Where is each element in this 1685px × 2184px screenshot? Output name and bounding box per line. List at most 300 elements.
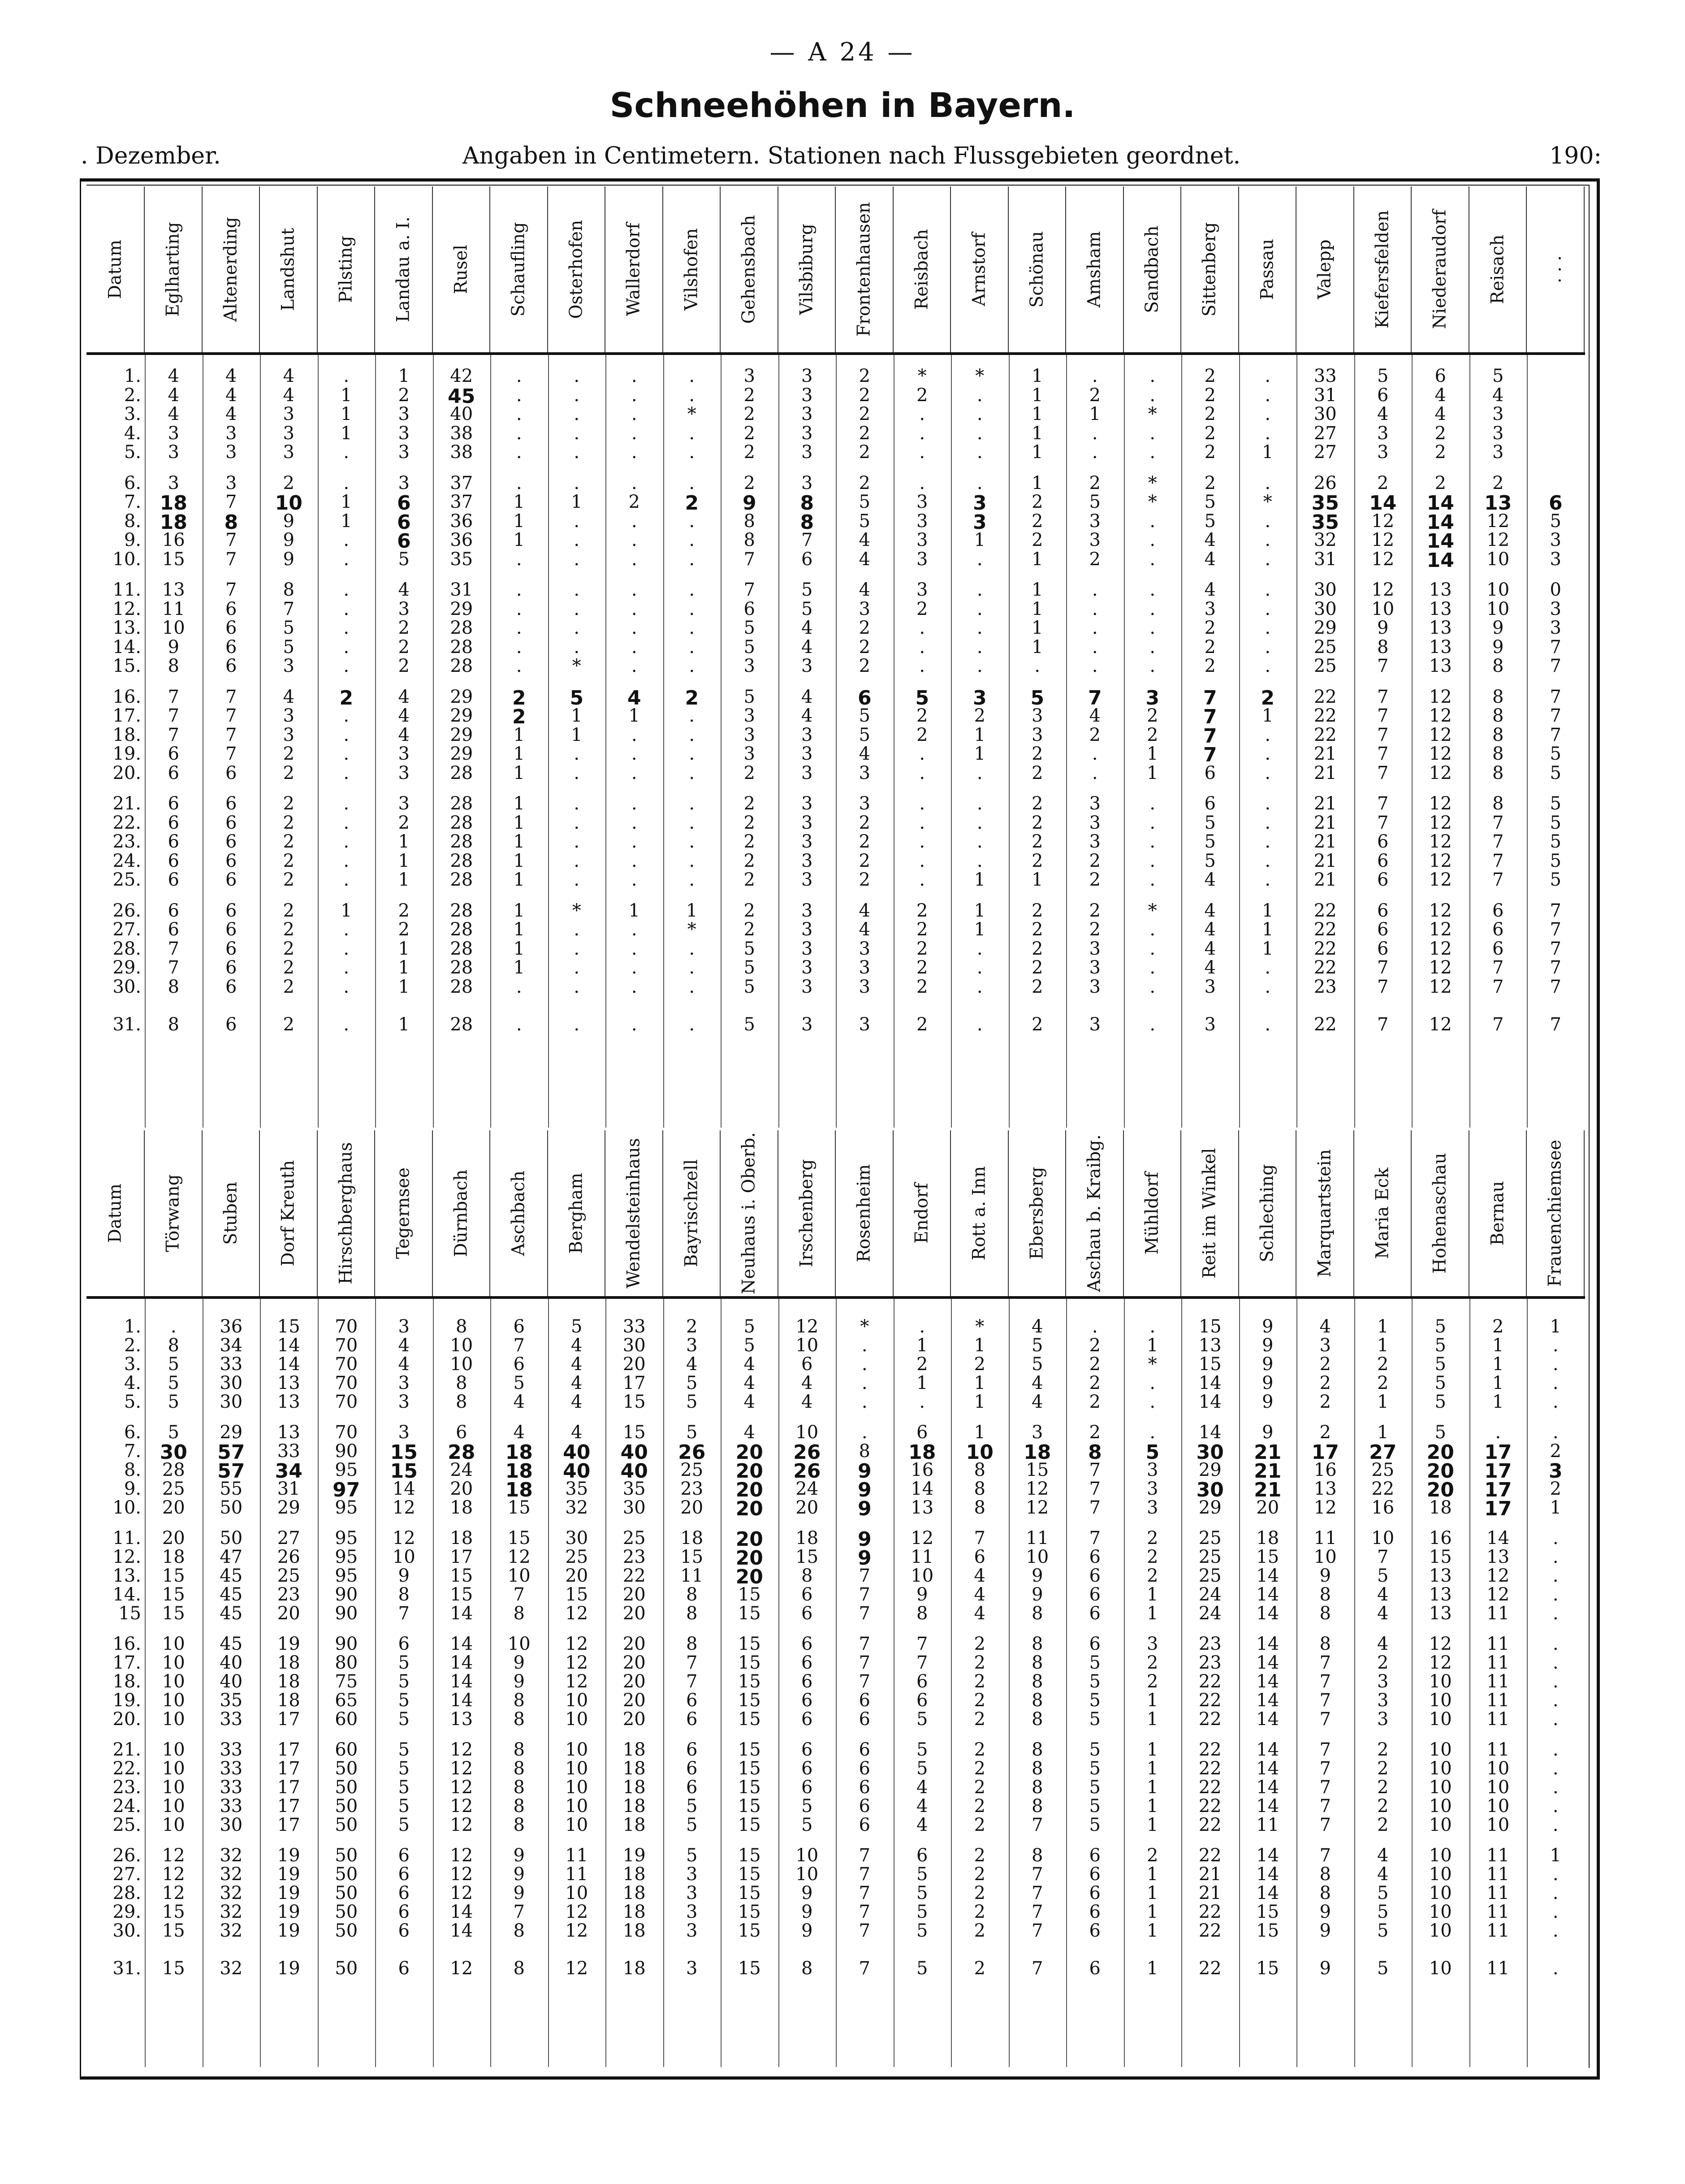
- lower-cell: 10: [966, 1441, 994, 1464]
- upper-cell: 8: [168, 1014, 179, 1035]
- lower-cell: 12: [795, 1316, 819, 1337]
- lower-cell: 7: [859, 1671, 870, 1692]
- lower-cell: 15: [622, 1392, 646, 1412]
- lower-cell: 35: [565, 1479, 588, 1499]
- lower-station-header-label: Dorf Kreuth: [278, 1160, 298, 1267]
- upper-cell: 4: [398, 724, 410, 745]
- lower-cell: 45: [220, 1634, 243, 1654]
- upper-cell: 2: [743, 919, 755, 940]
- lower-cell: 13: [1429, 1603, 1452, 1624]
- lower-station-header: [375, 1130, 433, 1296]
- upper-cell: 3: [1089, 793, 1101, 814]
- lower-row-date: 3.: [124, 1354, 141, 1375]
- lower-cell: *: [1148, 1354, 1157, 1375]
- lower-cell: 10: [795, 1864, 819, 1885]
- upper-cell: 4: [859, 530, 870, 550]
- upper-station-header: [721, 186, 778, 352]
- upper-cell: .: [919, 762, 925, 783]
- lower-cell: 20: [735, 1497, 763, 1520]
- upper-cell: .: [919, 793, 925, 814]
- upper-cell: 28: [450, 938, 473, 959]
- lower-cell: 12: [1429, 1652, 1452, 1673]
- lower-cell: 50: [335, 1883, 358, 1903]
- upper-cell: .: [1265, 724, 1271, 745]
- lower-cell: 3: [1377, 1709, 1389, 1730]
- lower-cell: 13: [1429, 1566, 1452, 1586]
- lower-cell: 4: [571, 1335, 583, 1356]
- upper-cell: 6: [1492, 938, 1504, 959]
- lower-cell: 14: [1256, 1864, 1279, 1885]
- lower-row-date: 22.: [112, 1758, 141, 1779]
- upper-cell: 4: [801, 618, 813, 638]
- upper-cell: .: [1092, 762, 1098, 783]
- lower-cell: .: [1552, 1777, 1559, 1798]
- upper-cell: 2: [398, 656, 410, 676]
- upper-cell: 22: [1313, 724, 1337, 745]
- lower-cell: 16: [1313, 1460, 1337, 1480]
- upper-cell: .: [631, 404, 637, 424]
- lower-cell: 5: [1377, 1883, 1389, 1903]
- upper-cell: 2: [743, 812, 755, 833]
- upper-row-date: 29.: [112, 957, 141, 978]
- lower-station-header: [721, 1130, 778, 1296]
- upper-cell: 3: [1204, 976, 1216, 997]
- upper-cell: 28: [450, 831, 473, 852]
- lower-cell: 70: [335, 1422, 358, 1443]
- upper-cell: 3: [801, 442, 813, 463]
- upper-cell: 40: [450, 404, 473, 424]
- lower-cell: 17: [277, 1777, 300, 1798]
- upper-cell: 2: [859, 366, 870, 386]
- lower-cell: 5: [1434, 1316, 1446, 1337]
- lower-cell: 8: [1032, 1739, 1043, 1760]
- upper-station-header-label: Sandbach: [1142, 225, 1162, 313]
- lower-cell: 50: [220, 1528, 243, 1548]
- upper-cell: .: [689, 976, 695, 997]
- lower-cell: 14: [1198, 1373, 1222, 1393]
- upper-cell: .: [1149, 636, 1156, 657]
- lower-cell: 2: [1550, 1479, 1561, 1499]
- upper-cell: .: [919, 850, 925, 871]
- lower-cell: 15: [738, 1815, 761, 1835]
- upper-cell: 28: [450, 850, 473, 871]
- lower-cell: 10: [1371, 1528, 1395, 1548]
- upper-cell: 9: [283, 510, 294, 532]
- lower-cell: 1: [974, 1392, 985, 1412]
- lower-cell: 15: [162, 1920, 185, 1941]
- lower-cell: 4: [916, 1815, 928, 1835]
- lower-station-header-label: Neuhaus i. Oberb.: [739, 1132, 759, 1294]
- lower-cell: 4: [916, 1777, 928, 1798]
- lower-cell: 5: [1089, 1652, 1101, 1673]
- lower-cell: 20: [622, 1690, 646, 1711]
- upper-cell: 1: [1032, 598, 1043, 619]
- lower-cell: 6: [1089, 1864, 1101, 1885]
- upper-cell: 7: [225, 705, 237, 726]
- lower-cell: 70: [335, 1335, 358, 1356]
- lower-cell: 22: [1198, 1690, 1222, 1711]
- upper-cell: *: [975, 366, 985, 386]
- upper-cell: 2: [1204, 366, 1216, 386]
- lower-cell: 23: [680, 1479, 704, 1499]
- lower-cell: 18: [277, 1690, 300, 1711]
- lower-cell: 22: [1198, 1709, 1222, 1730]
- upper-cell: 3: [1377, 423, 1389, 444]
- upper-cell: 12: [1429, 938, 1452, 959]
- upper-row-date: 7.: [124, 492, 141, 512]
- upper-cell: 2: [685, 686, 699, 709]
- upper-cell: .: [574, 549, 580, 570]
- lower-cell: 18: [622, 1777, 646, 1798]
- upper-cell: .: [1265, 744, 1271, 764]
- upper-cell: .: [516, 472, 522, 493]
- lower-cell: 5: [1089, 1709, 1101, 1730]
- upper-cell: 1: [513, 793, 525, 814]
- upper-station-header-label: Vilsbiburg: [796, 224, 817, 315]
- lower-cell: 25: [565, 1547, 588, 1567]
- upper-cell: 1: [341, 404, 352, 424]
- upper-cell: 4: [168, 385, 179, 406]
- lower-cell: 19: [622, 1845, 646, 1866]
- upper-cell: 8: [743, 510, 755, 532]
- upper-row-date: 27.: [112, 919, 141, 940]
- upper-row-date: 21.: [112, 793, 141, 814]
- upper-cell: .: [631, 938, 637, 959]
- lower-cell: 3: [1147, 1634, 1158, 1654]
- lower-cell: 13: [1198, 1335, 1222, 1356]
- upper-cell: .: [574, 812, 580, 833]
- lower-cell: 14: [277, 1354, 300, 1375]
- upper-cell: 2: [283, 938, 294, 959]
- lower-cell: 8: [801, 1566, 813, 1586]
- upper-cell: 28: [450, 636, 473, 657]
- upper-cell: .: [1092, 636, 1098, 657]
- upper-cell: 2: [283, 1014, 294, 1035]
- lower-cell: 26: [793, 1441, 821, 1464]
- upper-cell: .: [516, 423, 522, 444]
- lower-cell: 1: [1147, 1920, 1158, 1941]
- upper-cell: .: [516, 442, 522, 463]
- lower-cell: 7: [1032, 1902, 1043, 1922]
- upper-cell: 1: [1262, 705, 1274, 726]
- upper-cell: 45: [448, 385, 475, 408]
- lower-cell: 8: [1319, 1883, 1331, 1903]
- upper-cell: .: [631, 869, 637, 890]
- lower-cell: 8: [1319, 1634, 1331, 1654]
- upper-cell: 2: [283, 900, 294, 921]
- lower-cell: 10: [565, 1815, 588, 1835]
- lower-cell: 3: [1377, 1671, 1389, 1692]
- lower-cell: 3: [1032, 1422, 1043, 1443]
- upper-cell: .: [919, 442, 925, 463]
- upper-cell: 8: [743, 530, 755, 550]
- lower-cell: 5: [1089, 1671, 1101, 1692]
- lower-cell: 12: [450, 1845, 473, 1866]
- lower-cell: .: [1149, 1316, 1156, 1337]
- upper-cell: 6: [1492, 919, 1504, 940]
- lower-station-header-label: Aschbach: [508, 1170, 529, 1256]
- upper-cell: 2: [1204, 442, 1216, 463]
- lower-cell: 10: [507, 1566, 531, 1586]
- lower-cell: 1: [974, 1373, 985, 1393]
- upper-cell: 25: [1313, 656, 1337, 676]
- upper-cell: 3: [398, 744, 410, 764]
- lower-cell: 20: [622, 1652, 646, 1673]
- upper-cell: 6: [225, 793, 237, 814]
- upper-cell: 35: [1311, 492, 1339, 515]
- lower-cell: 22: [1198, 1739, 1222, 1760]
- upper-cell: .: [516, 385, 522, 406]
- lower-cell: 2: [974, 1845, 985, 1866]
- lower-cell: 7: [859, 1652, 870, 1673]
- upper-cell: 29: [1313, 618, 1337, 638]
- lower-cell: 95: [335, 1497, 358, 1518]
- upper-cell: 2: [859, 423, 870, 444]
- lower-cell: 11: [1486, 1709, 1510, 1730]
- upper-cell: .: [343, 850, 350, 871]
- lower-cell: 2: [974, 1634, 985, 1654]
- lower-cell: 15: [162, 1584, 185, 1605]
- lower-cell: 24: [1198, 1584, 1222, 1605]
- upper-cell: 1: [341, 385, 352, 406]
- lower-cell: 7: [1032, 1883, 1043, 1903]
- lower-cell: 15: [390, 1441, 418, 1464]
- upper-cell: 4: [168, 404, 179, 424]
- lower-cell: 7: [1089, 1479, 1101, 1499]
- upper-cell: 1: [1032, 472, 1043, 493]
- lower-cell: .: [861, 1354, 868, 1375]
- upper-cell: 2: [859, 831, 870, 852]
- lower-cell: 5: [1032, 1335, 1043, 1356]
- lower-cell: 15: [162, 1603, 185, 1624]
- lower-station-header-label: Aschau b. Kraibg.: [1084, 1134, 1105, 1292]
- lower-cell: 7: [974, 1528, 985, 1548]
- lower-cell: 12: [565, 1652, 588, 1673]
- lower-cell: 4: [1319, 1316, 1331, 1337]
- upper-cell: .: [343, 705, 350, 726]
- lower-cell: 2: [974, 1815, 985, 1835]
- upper-cell: 2: [859, 618, 870, 638]
- lower-cell: 13: [1313, 1479, 1337, 1499]
- lower-cell: 18: [277, 1671, 300, 1692]
- upper-cell: 1: [1032, 869, 1043, 890]
- lower-cell: 15: [507, 1528, 531, 1548]
- upper-cell: 4: [225, 385, 237, 406]
- lower-cell: 5: [686, 1392, 698, 1412]
- upper-cell: .: [976, 957, 983, 978]
- upper-cell: 12: [1429, 900, 1452, 921]
- upper-cell: 13: [1429, 636, 1452, 657]
- lower-cell: .: [1552, 1883, 1559, 1903]
- upper-cell: 1: [513, 762, 525, 783]
- upper-cell: 13: [1429, 580, 1452, 600]
- lower-cell: 8: [1032, 1709, 1043, 1730]
- lower-cell: 7: [859, 1634, 870, 1654]
- lower-cell: 10: [1429, 1796, 1452, 1816]
- upper-cell: 5: [1492, 366, 1504, 386]
- upper-cell: 7: [1550, 686, 1561, 707]
- upper-cell: 1: [628, 705, 640, 726]
- upper-cell: 2: [916, 900, 928, 921]
- upper-cell: .: [1092, 656, 1098, 676]
- lower-cell: 12: [450, 1883, 473, 1903]
- upper-cell: 3: [743, 705, 755, 726]
- lower-cell: 10: [1429, 1958, 1452, 1979]
- lower-cell: 12: [1026, 1497, 1049, 1518]
- lower-cell: 16: [1429, 1528, 1452, 1548]
- upper-cell: 6: [743, 598, 755, 619]
- lower-cell: 5: [168, 1354, 179, 1375]
- lower-cell: 20: [735, 1460, 763, 1483]
- upper-cell: 1: [513, 530, 525, 550]
- lower-cell: 9: [513, 1883, 525, 1903]
- lower-cell: 7: [859, 1584, 870, 1605]
- lower-cell: 17: [277, 1815, 300, 1835]
- upper-cell: 3: [1492, 404, 1504, 424]
- lower-cell: .: [1552, 1373, 1559, 1393]
- lower-cell: 12: [1429, 1634, 1452, 1654]
- lower-cell: 10: [1486, 1815, 1510, 1835]
- lower-cell: 6: [686, 1758, 698, 1779]
- lower-station-header: [1469, 1130, 1527, 1296]
- lower-cell: 7: [859, 1902, 870, 1922]
- upper-cell: .: [1092, 423, 1098, 444]
- upper-cell: .: [1265, 831, 1271, 852]
- lower-station-header-label: Törwang: [163, 1174, 183, 1252]
- lower-cell: 22: [1198, 1902, 1222, 1922]
- upper-cell: .: [574, 636, 580, 657]
- upper-row-date: 31.: [112, 1014, 141, 1035]
- upper-cell: 28: [450, 618, 473, 638]
- lower-cell: .: [1552, 1739, 1559, 1760]
- lower-cell: 5: [1089, 1815, 1101, 1835]
- upper-cell: .: [689, 510, 695, 532]
- upper-cell: .: [919, 636, 925, 657]
- upper-cell: 3: [859, 976, 870, 997]
- upper-cell: 3: [1089, 530, 1101, 550]
- lower-row-date: 26.: [112, 1845, 141, 1866]
- lower-cell: 2: [1147, 1547, 1158, 1567]
- upper-cell: .: [343, 957, 350, 978]
- upper-cell: 2: [398, 919, 410, 940]
- lower-cell: 9: [1262, 1335, 1274, 1356]
- upper-cell: 4: [859, 900, 870, 921]
- upper-cell: 3: [1204, 598, 1216, 619]
- upper-cell: 4: [1204, 900, 1216, 921]
- lower-cell: 5: [398, 1709, 410, 1730]
- upper-cell: 3: [859, 793, 870, 814]
- lower-cell: 18: [1429, 1497, 1452, 1518]
- upper-cell: .: [1092, 618, 1098, 638]
- upper-cell: 3: [801, 957, 813, 978]
- lower-cell: 5: [1377, 1958, 1389, 1979]
- lower-station-header: [1124, 1130, 1182, 1296]
- upper-cell: .: [1149, 530, 1156, 550]
- upper-cell: 4: [1204, 919, 1216, 940]
- upper-cell: 3: [916, 530, 928, 550]
- lower-cell: 10: [795, 1845, 819, 1866]
- upper-cell: 31: [1313, 549, 1337, 570]
- upper-cell: 2: [1032, 492, 1043, 512]
- upper-cell: 5: [801, 598, 813, 619]
- upper-cell: 7: [1550, 919, 1561, 940]
- lower-cell: 1: [1147, 1758, 1158, 1779]
- lower-cell: 10: [1429, 1845, 1452, 1866]
- upper-cell: 1: [398, 1014, 410, 1035]
- upper-cell: 14: [1426, 530, 1454, 553]
- lower-row-date: 14.: [112, 1584, 141, 1605]
- upper-cell: 1: [398, 850, 410, 871]
- lower-row-date: 5.: [124, 1392, 141, 1412]
- upper-cell: .: [631, 957, 637, 978]
- lower-cell: 18: [162, 1547, 185, 1567]
- lower-cell: 6: [859, 1739, 870, 1760]
- upper-cell: 7: [743, 549, 755, 570]
- upper-cell: 3: [225, 472, 237, 493]
- upper-cell: 6: [225, 976, 237, 997]
- upper-cell: 3: [743, 366, 755, 386]
- upper-cell: 5: [743, 976, 755, 997]
- lower-cell: 33: [220, 1758, 243, 1779]
- upper-cell: 1: [513, 900, 525, 921]
- lower-cell: 30: [1196, 1479, 1224, 1501]
- lower-cell: 1: [1377, 1335, 1389, 1356]
- upper-cell: .: [631, 1014, 637, 1035]
- upper-header: [86, 186, 1585, 352]
- upper-cell: 2: [1204, 404, 1216, 424]
- lower-cell: 2: [974, 1739, 985, 1760]
- upper-cell: 1: [974, 530, 985, 550]
- lower-cell: 15: [622, 1422, 646, 1443]
- upper-cell: 2: [1032, 793, 1043, 814]
- upper-cell: 8: [1492, 656, 1504, 676]
- upper-cell: 14: [1369, 492, 1397, 515]
- upper-cell: 3: [801, 385, 813, 406]
- lower-cell: .: [1552, 1335, 1559, 1356]
- upper-cell: 31: [450, 580, 473, 600]
- lower-cell: 35: [622, 1479, 646, 1499]
- upper-station-header: [663, 186, 721, 352]
- lower-cell: 18: [622, 1902, 646, 1922]
- lower-cell: 30: [1196, 1441, 1224, 1464]
- upper-cell: 1: [1147, 762, 1158, 783]
- upper-cell: .: [1149, 793, 1156, 814]
- upper-cell: .: [574, 869, 580, 890]
- lower-cell: 2: [974, 1354, 985, 1375]
- year-label: 190:: [1549, 143, 1602, 169]
- lower-row-date: 24.: [112, 1796, 141, 1816]
- upper-cell: 2: [916, 705, 928, 726]
- lower-cell: 16: [911, 1460, 934, 1480]
- upper-cell: 6: [1204, 793, 1216, 814]
- lower-date-header: [86, 1130, 145, 1296]
- lower-cell: 1: [1377, 1422, 1389, 1443]
- lower-cell: 6: [859, 1690, 870, 1711]
- lower-cell: 60: [335, 1709, 358, 1730]
- lower-cell: 4: [743, 1373, 755, 1393]
- upper-cell: 10: [162, 618, 185, 638]
- lower-cell: 6: [801, 1739, 813, 1760]
- lower-cell: 24: [450, 1460, 473, 1480]
- lower-cell: 75: [335, 1671, 358, 1692]
- lower-cell: 6: [801, 1354, 813, 1375]
- lower-cell: 7: [1319, 1845, 1331, 1866]
- lower-cell: 1: [1147, 1958, 1158, 1979]
- upper-cell: 5: [1030, 686, 1045, 709]
- lower-cell: 9: [513, 1652, 525, 1673]
- lower-cell: 20: [622, 1603, 646, 1624]
- upper-cell: 2: [283, 976, 294, 997]
